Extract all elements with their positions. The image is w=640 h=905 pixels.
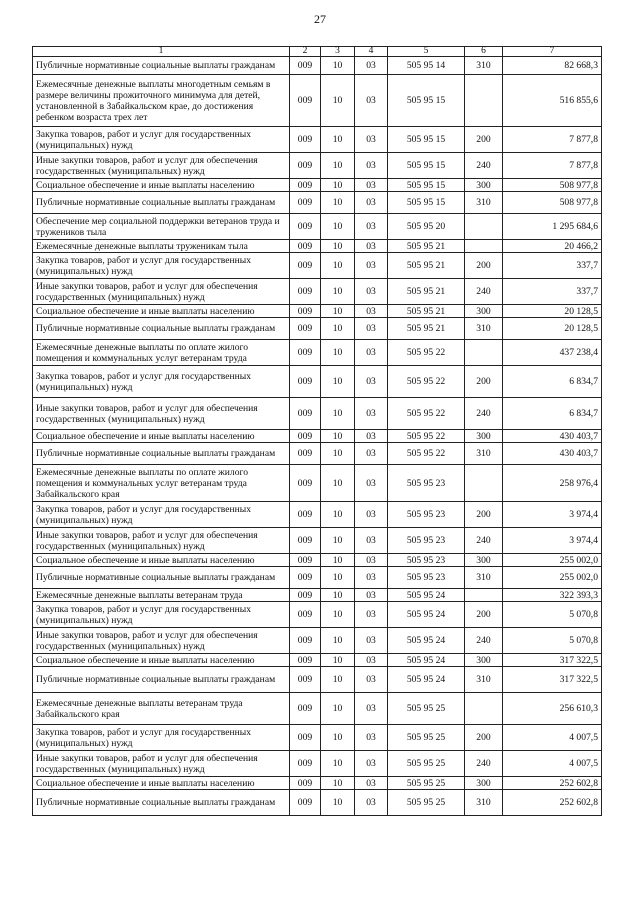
row-article-cell: 505 95 25	[388, 751, 465, 777]
row-type-cell: 300	[465, 430, 503, 443]
row-name-cell: Социальное обеспечение и иные выплаты населению	[33, 430, 290, 443]
row-section-cell: 10	[321, 567, 355, 589]
row-type-cell: 310	[465, 318, 503, 340]
row-article-cell: 505 95 20	[388, 214, 465, 240]
table-row	[33, 554, 602, 567]
row-code-cell: 009	[290, 667, 321, 693]
row-name-cell: Обеспечение мер социальной поддержки ветеранов труда и тружеников тыла	[33, 214, 290, 240]
table-body	[33, 57, 602, 816]
row-subsection-cell: 03	[355, 465, 388, 502]
row-type-cell: 310	[465, 790, 503, 816]
row-type-cell: 200	[465, 602, 503, 628]
row-code-cell: 009	[290, 240, 321, 253]
row-subsection-cell: 03	[355, 366, 388, 398]
row-type-cell: 240	[465, 279, 503, 305]
row-amount-cell: 1 295 684,6	[503, 214, 602, 240]
row-section-cell: 10	[321, 602, 355, 628]
row-amount-cell: 6 834,7	[503, 366, 602, 398]
table-header	[33, 47, 602, 57]
row-article-cell: 505 95 21	[388, 279, 465, 305]
row-name-cell: Социальное обеспечение и иные выплаты населению	[33, 777, 290, 790]
row-code-cell: 009	[290, 253, 321, 279]
row-article-cell: 505 95 24	[388, 667, 465, 693]
row-type-cell: 310	[465, 667, 503, 693]
row-code-cell: 009	[290, 153, 321, 179]
row-type-cell	[465, 693, 503, 725]
row-subsection-cell: 03	[355, 528, 388, 554]
row-section-cell: 10	[321, 725, 355, 751]
row-amount-cell: 256 610,3	[503, 693, 602, 725]
row-subsection-cell: 03	[355, 430, 388, 443]
table-row	[33, 528, 602, 554]
row-section-cell: 10	[321, 253, 355, 279]
row-article-cell: 505 95 21	[388, 240, 465, 253]
row-amount-cell: 7 877,8	[503, 153, 602, 179]
row-type-cell	[465, 465, 503, 502]
row-name-cell: Иные закупки товаров, работ и услуг для обеспечения государственных (муниципальных) нужд	[33, 398, 290, 430]
row-code-cell: 009	[290, 751, 321, 777]
row-subsection-cell: 03	[355, 589, 388, 602]
row-code-cell: 009	[290, 279, 321, 305]
table-row	[33, 443, 602, 465]
row-type-cell: 300	[465, 554, 503, 567]
row-article-cell: 505 95 25	[388, 777, 465, 790]
row-section-cell: 10	[321, 667, 355, 693]
row-subsection-cell: 03	[355, 153, 388, 179]
row-section-cell: 10	[321, 398, 355, 430]
row-type-cell: 240	[465, 528, 503, 554]
row-article-cell: 505 95 22	[388, 398, 465, 430]
row-subsection-cell: 03	[355, 253, 388, 279]
row-amount-cell: 20 128,5	[503, 318, 602, 340]
row-code-cell: 009	[290, 693, 321, 725]
row-amount-cell: 516 855,6	[503, 75, 602, 127]
row-section-cell: 10	[321, 443, 355, 465]
row-code-cell: 009	[290, 305, 321, 318]
row-article-cell: 505 95 15	[388, 179, 465, 192]
table-row	[33, 602, 602, 628]
row-article-cell: 505 95 15	[388, 75, 465, 127]
row-name-cell: Социальное обеспечение и иные выплаты населению	[33, 554, 290, 567]
table-row	[33, 465, 602, 502]
row-amount-cell: 6 834,7	[503, 398, 602, 430]
row-code-cell: 009	[290, 192, 321, 214]
table-row	[33, 693, 602, 725]
row-name-cell: Закупка товаров, работ и услуг для государственных (муниципальных) нужд	[33, 602, 290, 628]
row-code-cell: 009	[290, 628, 321, 654]
table-row	[33, 253, 602, 279]
row-name-cell: Социальное обеспечение и иные выплаты населению	[33, 654, 290, 667]
row-code-cell: 009	[290, 127, 321, 153]
table-row	[33, 790, 602, 816]
row-section-cell: 10	[321, 340, 355, 366]
row-name-cell: Ежемесячные денежные выплаты ветеранам труда Забайкальского края	[33, 693, 290, 725]
row-name-cell: Иные закупки товаров, работ и услуг для обеспечения государственных (муниципальных) нужд	[33, 279, 290, 305]
row-code-cell: 009	[290, 57, 321, 75]
row-code-cell: 009	[290, 777, 321, 790]
row-amount-cell: 3 974,4	[503, 528, 602, 554]
row-type-cell: 300	[465, 777, 503, 790]
row-article-cell: 505 95 24	[388, 628, 465, 654]
row-subsection-cell: 03	[355, 214, 388, 240]
row-section-cell: 10	[321, 654, 355, 667]
row-type-cell	[465, 75, 503, 127]
row-amount-cell: 4 007,5	[503, 751, 602, 777]
row-article-cell: 505 95 23	[388, 528, 465, 554]
row-section-cell: 10	[321, 240, 355, 253]
row-name-cell: Публичные нормативные социальные выплаты гражданам	[33, 318, 290, 340]
header-row	[33, 47, 602, 57]
table-row	[33, 305, 602, 318]
table-row	[33, 777, 602, 790]
table-row	[33, 279, 602, 305]
row-amount-cell: 5 070,8	[503, 602, 602, 628]
row-subsection-cell: 03	[355, 667, 388, 693]
row-subsection-cell: 03	[355, 628, 388, 654]
row-subsection-cell: 03	[355, 725, 388, 751]
row-amount-cell: 430 403,7	[503, 430, 602, 443]
row-amount-cell: 255 002,0	[503, 554, 602, 567]
row-type-cell: 240	[465, 751, 503, 777]
row-section-cell: 10	[321, 528, 355, 554]
row-name-cell: Социальное обеспечение и иные выплаты населению	[33, 305, 290, 318]
row-name-cell: Социальное обеспечение и иные выплаты населению	[33, 179, 290, 192]
row-name-cell: Публичные нормативные социальные выплаты гражданам	[33, 790, 290, 816]
row-name-cell: Ежемесячные денежные выплаты по оплате жилого помещения и коммунальных услуг ветеранам труда	[33, 340, 290, 366]
row-subsection-cell: 03	[355, 57, 388, 75]
row-name-cell: Иные закупки товаров, работ и услуг для обеспечения государственных (муниципальных) нужд	[33, 153, 290, 179]
row-amount-cell: 252 602,8	[503, 777, 602, 790]
row-name-cell: Ежемесячные денежные выплаты многодетным семьям в размере величины прожиточного минимума для детей, установленной в Забайкальском крае, до достижения ребенком возраста трех лет	[33, 75, 290, 127]
row-name-cell: Публичные нормативные социальные выплаты гражданам	[33, 443, 290, 465]
table-row	[33, 751, 602, 777]
row-name-cell: Публичные нормативные социальные выплаты гражданам	[33, 567, 290, 589]
row-type-cell	[465, 214, 503, 240]
row-code-cell: 009	[290, 465, 321, 502]
row-type-cell: 300	[465, 305, 503, 318]
row-type-cell: 200	[465, 725, 503, 751]
row-article-cell: 505 95 25	[388, 790, 465, 816]
row-amount-cell: 7 877,8	[503, 127, 602, 153]
table-row	[33, 667, 602, 693]
row-amount-cell: 508 977,8	[503, 179, 602, 192]
row-amount-cell: 258 976,4	[503, 465, 602, 502]
row-section-cell: 10	[321, 318, 355, 340]
row-code-cell: 009	[290, 554, 321, 567]
row-subsection-cell: 03	[355, 75, 388, 127]
column-header: 1	[33, 47, 290, 57]
row-article-cell: 505 95 25	[388, 725, 465, 751]
table-row	[33, 192, 602, 214]
row-type-cell: 200	[465, 253, 503, 279]
row-subsection-cell: 03	[355, 654, 388, 667]
table-row	[33, 240, 602, 253]
row-code-cell: 009	[290, 318, 321, 340]
row-amount-cell: 20 466,2	[503, 240, 602, 253]
row-subsection-cell: 03	[355, 693, 388, 725]
row-amount-cell: 82 668,3	[503, 57, 602, 75]
row-subsection-cell: 03	[355, 602, 388, 628]
page-number: 27	[314, 12, 326, 26]
row-type-cell: 310	[465, 443, 503, 465]
table-row	[33, 628, 602, 654]
row-code-cell: 009	[290, 75, 321, 127]
row-amount-cell: 252 602,8	[503, 790, 602, 816]
row-article-cell: 505 95 24	[388, 654, 465, 667]
row-amount-cell: 3 974,4	[503, 502, 602, 528]
row-code-cell: 009	[290, 528, 321, 554]
row-subsection-cell: 03	[355, 127, 388, 153]
table-row	[33, 366, 602, 398]
row-article-cell: 505 95 22	[388, 430, 465, 443]
row-code-cell: 009	[290, 502, 321, 528]
row-subsection-cell: 03	[355, 305, 388, 318]
row-subsection-cell: 03	[355, 502, 388, 528]
table-row	[33, 398, 602, 430]
row-section-cell: 10	[321, 179, 355, 192]
row-type-cell: 200	[465, 502, 503, 528]
table-row	[33, 502, 602, 528]
row-code-cell: 009	[290, 567, 321, 589]
row-section-cell: 10	[321, 430, 355, 443]
row-name-cell: Закупка товаров, работ и услуг для государственных (муниципальных) нужд	[33, 366, 290, 398]
row-article-cell: 505 95 22	[388, 340, 465, 366]
row-subsection-cell: 03	[355, 192, 388, 214]
table-row	[33, 340, 602, 366]
row-subsection-cell: 03	[355, 554, 388, 567]
row-section-cell: 10	[321, 366, 355, 398]
row-article-cell: 505 95 21	[388, 318, 465, 340]
row-type-cell: 310	[465, 57, 503, 75]
row-name-cell: Закупка товаров, работ и услуг для государственных (муниципальных) нужд	[33, 725, 290, 751]
row-article-cell: 505 95 15	[388, 192, 465, 214]
row-section-cell: 10	[321, 751, 355, 777]
row-code-cell: 009	[290, 214, 321, 240]
row-section-cell: 10	[321, 777, 355, 790]
row-section-cell: 10	[321, 305, 355, 318]
table-row	[33, 75, 602, 127]
row-subsection-cell: 03	[355, 751, 388, 777]
row-section-cell: 10	[321, 589, 355, 602]
row-section-cell: 10	[321, 628, 355, 654]
row-code-cell: 009	[290, 725, 321, 751]
row-type-cell	[465, 589, 503, 602]
row-section-cell: 10	[321, 465, 355, 502]
table-row	[33, 153, 602, 179]
row-code-cell: 009	[290, 179, 321, 192]
row-amount-cell: 337,7	[503, 279, 602, 305]
row-section-cell: 10	[321, 192, 355, 214]
row-subsection-cell: 03	[355, 790, 388, 816]
table-row	[33, 430, 602, 443]
row-code-cell: 009	[290, 366, 321, 398]
row-type-cell: 240	[465, 398, 503, 430]
row-code-cell: 009	[290, 398, 321, 430]
row-article-cell: 505 95 15	[388, 153, 465, 179]
row-article-cell: 505 95 24	[388, 602, 465, 628]
row-article-cell: 505 95 21	[388, 305, 465, 318]
row-article-cell: 505 95 23	[388, 502, 465, 528]
row-subsection-cell: 03	[355, 318, 388, 340]
row-type-cell	[465, 240, 503, 253]
row-amount-cell: 255 002,0	[503, 567, 602, 589]
row-amount-cell: 5 070,8	[503, 628, 602, 654]
row-amount-cell: 322 393,3	[503, 589, 602, 602]
row-amount-cell: 20 128,5	[503, 305, 602, 318]
row-article-cell: 505 95 23	[388, 554, 465, 567]
row-code-cell: 009	[290, 602, 321, 628]
row-article-cell: 505 95 22	[388, 366, 465, 398]
row-amount-cell: 430 403,7	[503, 443, 602, 465]
row-name-cell: Ежемесячные денежные выплаты по оплате жилого помещения и коммунальных услуг ветеранам труда Забайкальского края	[33, 465, 290, 502]
row-section-cell: 10	[321, 502, 355, 528]
column-header: 5	[388, 47, 465, 57]
row-name-cell: Иные закупки товаров, работ и услуг для обеспечения государственных (муниципальных) нужд	[33, 751, 290, 777]
column-header: 4	[355, 47, 388, 57]
row-code-cell: 009	[290, 654, 321, 667]
row-amount-cell: 508 977,8	[503, 192, 602, 214]
row-code-cell: 009	[290, 790, 321, 816]
row-section-cell: 10	[321, 279, 355, 305]
row-subsection-cell: 03	[355, 567, 388, 589]
row-type-cell: 310	[465, 192, 503, 214]
row-type-cell: 300	[465, 654, 503, 667]
table-row	[33, 318, 602, 340]
row-article-cell: 505 95 21	[388, 253, 465, 279]
table-row	[33, 567, 602, 589]
row-amount-cell: 317 322,5	[503, 654, 602, 667]
row-type-cell: 240	[465, 628, 503, 654]
row-section-cell: 10	[321, 153, 355, 179]
table-row	[33, 214, 602, 240]
row-amount-cell: 4 007,5	[503, 725, 602, 751]
table-row	[33, 654, 602, 667]
row-section-cell: 10	[321, 127, 355, 153]
row-name-cell: Закупка товаров, работ и услуг для государственных (муниципальных) нужд	[33, 127, 290, 153]
row-article-cell: 505 95 14	[388, 57, 465, 75]
row-subsection-cell: 03	[355, 340, 388, 366]
row-section-cell: 10	[321, 693, 355, 725]
row-subsection-cell: 03	[355, 398, 388, 430]
row-name-cell: Закупка товаров, работ и услуг для государственных (муниципальных) нужд	[33, 502, 290, 528]
row-type-cell: 200	[465, 366, 503, 398]
row-name-cell: Ежемесячные денежные выплаты ветеранам труда	[33, 589, 290, 602]
row-subsection-cell: 03	[355, 443, 388, 465]
row-article-cell: 505 95 25	[388, 693, 465, 725]
row-amount-cell: 437 238,4	[503, 340, 602, 366]
budget-table	[32, 46, 602, 816]
row-article-cell: 505 95 24	[388, 589, 465, 602]
table-row	[33, 589, 602, 602]
row-code-cell: 009	[290, 589, 321, 602]
row-code-cell: 009	[290, 430, 321, 443]
row-type-cell: 310	[465, 567, 503, 589]
row-subsection-cell: 03	[355, 279, 388, 305]
row-subsection-cell: 03	[355, 240, 388, 253]
row-section-cell: 10	[321, 214, 355, 240]
row-article-cell: 505 95 22	[388, 443, 465, 465]
row-section-cell: 10	[321, 790, 355, 816]
row-code-cell: 009	[290, 443, 321, 465]
row-name-cell: Иные закупки товаров, работ и услуг для обеспечения государственных (муниципальных) нужд	[33, 528, 290, 554]
table-row	[33, 725, 602, 751]
row-amount-cell: 317 322,5	[503, 667, 602, 693]
row-article-cell: 505 95 23	[388, 567, 465, 589]
row-subsection-cell: 03	[355, 777, 388, 790]
row-name-cell: Публичные нормативные социальные выплаты гражданам	[33, 667, 290, 693]
table-row	[33, 57, 602, 75]
table-row	[33, 127, 602, 153]
row-type-cell: 240	[465, 153, 503, 179]
row-amount-cell: 337,7	[503, 253, 602, 279]
row-name-cell: Публичные нормативные социальные выплаты гражданам	[33, 192, 290, 214]
column-header: 3	[321, 47, 355, 57]
row-article-cell: 505 95 23	[388, 465, 465, 502]
row-article-cell: 505 95 15	[388, 127, 465, 153]
column-header: 2	[290, 47, 321, 57]
row-type-cell: 200	[465, 127, 503, 153]
row-code-cell: 009	[290, 340, 321, 366]
row-name-cell: Публичные нормативные социальные выплаты гражданам	[33, 57, 290, 75]
row-type-cell	[465, 340, 503, 366]
row-name-cell: Иные закупки товаров, работ и услуг для обеспечения государственных (муниципальных) нужд	[33, 628, 290, 654]
column-header: 6	[465, 47, 503, 57]
row-name-cell: Ежемесячные денежные выплаты труженикам тыла	[33, 240, 290, 253]
row-section-cell: 10	[321, 75, 355, 127]
row-name-cell: Закупка товаров, работ и услуг для государственных (муниципальных) нужд	[33, 253, 290, 279]
table-row	[33, 179, 602, 192]
row-subsection-cell: 03	[355, 179, 388, 192]
column-header: 7	[503, 47, 602, 57]
row-type-cell: 300	[465, 179, 503, 192]
row-section-cell: 10	[321, 554, 355, 567]
row-section-cell: 10	[321, 57, 355, 75]
